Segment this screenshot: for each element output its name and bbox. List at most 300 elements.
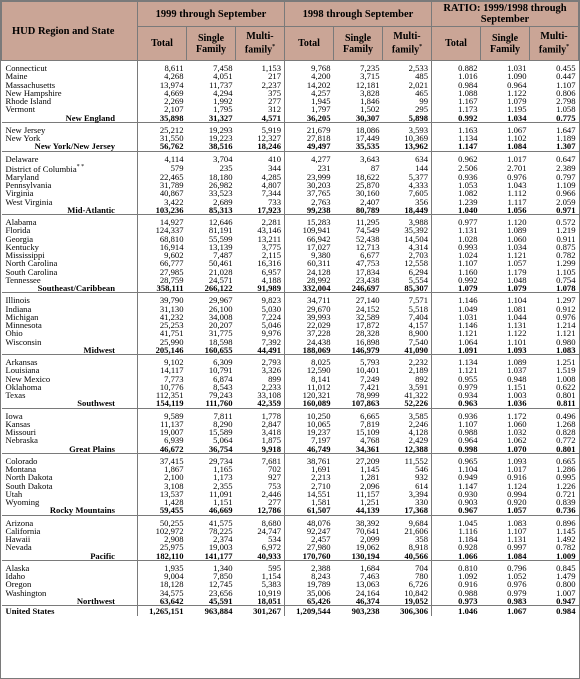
row-label: Nevada: [2, 543, 138, 551]
table-cell: 5,793: [360, 357, 380, 368]
table-cell: 4,200: [311, 71, 331, 82]
row-label: Pacific: [2, 552, 138, 561]
table-cell: 1.107: [458, 418, 478, 429]
table-cell: 0.962: [458, 153, 478, 164]
table-cell: 24,747: [236, 527, 285, 535]
table-cell: 5,554: [383, 276, 432, 284]
table-cell: 1,778: [236, 408, 285, 420]
table-cell: 2,763: [311, 196, 331, 207]
table-cell: 16,316: [236, 259, 285, 267]
table-cell: 3,704: [213, 153, 233, 164]
table-cell: 7,458: [213, 63, 233, 73]
table-cell: 546: [383, 465, 432, 473]
row-label: Kentucky: [2, 243, 138, 251]
table-cell: 1.028: [458, 233, 478, 244]
table-cell: 11,552: [383, 453, 432, 465]
table-cell: 7,224: [236, 313, 285, 321]
table-cell: 0.455: [556, 63, 576, 73]
table-cell: 1.167: [458, 96, 478, 106]
table-cell: 4,768: [360, 435, 380, 446]
table-cell: 1.060: [507, 233, 527, 244]
table-cell: 24,164: [355, 587, 380, 598]
table-cell: 46,672: [138, 445, 187, 454]
table-cell: 1.189: [556, 133, 576, 143]
table-cell: 112,351: [155, 390, 184, 401]
table-cell: 1.492: [556, 534, 576, 545]
subcolumn-header: Multi-family*: [383, 27, 432, 61]
table-cell: 12,646: [208, 217, 233, 228]
table-cell: 34,361: [334, 445, 383, 454]
table-cell: 0.992: [458, 274, 478, 285]
table-cell: 46,374: [334, 597, 383, 606]
row-label: New Hampshire: [2, 89, 138, 97]
table-cell: 246,697: [334, 284, 383, 293]
table-cell: 12,745: [208, 579, 233, 590]
table-cell: 1.034: [481, 114, 530, 123]
row-label: United States: [2, 606, 138, 617]
table-cell: 1.045: [458, 517, 478, 528]
row-label: Ohio: [2, 329, 138, 337]
table-cell: 1.093: [507, 455, 527, 466]
table-cell: 8,290: [213, 418, 233, 429]
state-row: [2, 61, 579, 73]
row-label: Vermont: [2, 105, 138, 113]
table-cell: 4,128: [383, 428, 432, 436]
table-cell: 13,139: [208, 241, 233, 252]
table-cell: 0.912: [556, 303, 576, 314]
table-cell: 2,355: [213, 480, 233, 491]
table-cell: 8,543: [213, 381, 233, 392]
table-cell: 2,233: [236, 383, 285, 391]
table-cell: 0.903: [458, 497, 478, 508]
table-cell: 1.016: [458, 71, 478, 82]
row-label: Hawaii: [2, 535, 138, 543]
table-cell: 59,455: [138, 506, 187, 515]
table-cell: 1.093: [481, 346, 530, 355]
table-cell: 375: [236, 89, 285, 97]
table-cell: 85,307: [383, 284, 432, 293]
table-cell: 1.107: [556, 79, 576, 90]
table-cell: 11,012: [307, 381, 331, 392]
table-cell: 0.995: [556, 472, 576, 483]
table-cell: 19,293: [208, 124, 233, 135]
table-cell: 91,989: [236, 284, 285, 293]
table-cell: 66,777: [159, 258, 184, 269]
table-cell: 99: [383, 97, 432, 105]
region-total-row: [2, 445, 579, 454]
row-label: Virginia: [2, 189, 138, 197]
table-cell: 0.993: [458, 241, 478, 252]
footnote-mark: *: [272, 44, 276, 51]
state-row: [2, 329, 579, 337]
table-cell: 8,918: [383, 543, 432, 551]
table-cell: 2.059: [556, 196, 576, 207]
table-cell: 1.062: [507, 435, 527, 446]
table-cell: 55,599: [208, 233, 233, 244]
table-cell: 6,874: [213, 373, 233, 384]
table-cell: 19,003: [208, 542, 233, 553]
table-cell: 17,834: [355, 266, 380, 277]
state-row: [2, 355, 579, 367]
table-cell: 1.043: [507, 180, 527, 191]
table-cell: 0.828: [556, 427, 576, 438]
table-cell: 1.090: [507, 71, 527, 82]
table-cell: 2,100: [164, 472, 184, 483]
table-cell: 6,972: [236, 543, 285, 551]
table-cell: 11,157: [356, 488, 380, 499]
row-label: North Dakota: [2, 473, 138, 481]
table-cell: 7,197: [311, 435, 331, 446]
table-cell: 2,237: [236, 81, 285, 89]
region-total-row: [2, 399, 579, 408]
table-cell: 0.967: [432, 506, 481, 515]
row-label: Connecticut: [2, 61, 138, 73]
state-row: [2, 173, 579, 181]
table-cell: 1.219: [556, 225, 576, 236]
state-row: [2, 465, 579, 473]
row-label: Oregon: [2, 580, 138, 588]
table-cell: 0.845: [556, 562, 576, 573]
table-cell: 60,311: [307, 258, 331, 269]
state-row: [2, 81, 579, 89]
region-total-row: [2, 506, 579, 515]
table-cell: 1.081: [507, 303, 527, 314]
table-cell: 205,146: [138, 346, 187, 355]
table-cell: 0.964: [507, 79, 527, 90]
state-row: [2, 215, 579, 227]
footnote-mark: *: [419, 44, 423, 51]
table-cell: 25,253: [159, 320, 184, 331]
table-cell: 99,238: [285, 206, 334, 215]
state-row: [2, 313, 579, 321]
state-row: [2, 515, 579, 527]
table-cell: 1.034: [507, 241, 527, 252]
table-cell: 2.798: [556, 96, 576, 106]
table-cell: 3,326: [236, 366, 285, 374]
table-cell: 0.875: [556, 241, 576, 252]
table-cell: 2.701: [507, 162, 527, 173]
table-cell: 1.107: [458, 258, 478, 269]
row-label: Delaware: [2, 151, 138, 163]
state-row: [2, 560, 579, 572]
table-cell: 48,076: [306, 517, 331, 528]
table-cell: 903,238: [334, 606, 383, 617]
table-cell: 1.145: [556, 525, 576, 536]
row-label: Texas: [2, 391, 138, 399]
state-row: [2, 428, 579, 436]
table-cell: 26,982: [208, 180, 233, 191]
table-cell: 25,212: [159, 124, 184, 135]
row-label: Minnesota: [2, 321, 138, 329]
table-cell: 111,760: [187, 399, 236, 408]
table-cell: 11,295: [356, 217, 380, 228]
table-cell: 18,086: [355, 124, 380, 135]
table-cell: 1.184: [458, 534, 478, 545]
table-cell: 1.121: [507, 250, 527, 261]
table-cell: 28,759: [159, 274, 184, 285]
row-label: District of Columbia* *: [2, 163, 138, 173]
table-cell: 27,140: [355, 295, 380, 306]
table-cell: 0.949: [458, 472, 478, 483]
table-cell: 18,128: [159, 579, 184, 590]
row-label: Rocky Mountains: [2, 506, 138, 515]
row-label: Utah: [2, 490, 138, 498]
table-cell: 24,571: [208, 274, 233, 285]
table-cell: 1.079: [432, 284, 481, 293]
table-cell: 44,491: [236, 346, 285, 355]
row-label: Idaho: [2, 572, 138, 580]
table-cell: 5,030: [236, 305, 285, 313]
table-cell: 16,914: [159, 241, 184, 252]
table-cell: 68,810: [159, 233, 184, 244]
row-label: Massachusetts: [2, 81, 138, 89]
state-row: [2, 375, 579, 383]
table-cell: 1,428: [164, 497, 184, 508]
table-cell: 18,622: [355, 171, 380, 182]
state-row: [2, 473, 579, 481]
table-cell: 6,309: [213, 357, 233, 368]
table-cell: 358,111: [138, 284, 187, 293]
table-cell: 1.131: [507, 534, 527, 545]
table-cell: 5,064: [213, 435, 233, 446]
table-cell: 4,333: [383, 181, 432, 189]
table-cell: 1.146: [458, 320, 478, 331]
table-cell: 109,941: [302, 225, 331, 236]
table-cell: 1,154: [236, 572, 285, 580]
table-cell: 24,128: [306, 266, 331, 277]
table-cell: 0.797: [556, 171, 576, 182]
table-cell: 1.082: [458, 188, 478, 199]
row-label: Washington: [2, 589, 138, 597]
table-cell: 0.979: [507, 587, 527, 598]
table-cell: 0.980: [556, 336, 576, 347]
table-cell: 38,392: [355, 517, 380, 528]
table-cell: 1.057: [481, 506, 530, 515]
table-cell: 38,761: [306, 455, 331, 466]
table-cell: 13,211: [236, 235, 285, 243]
table-cell: 2,533: [383, 61, 432, 73]
table-cell: 15,109: [355, 427, 380, 438]
table-cell: 14,117: [160, 365, 184, 376]
row-label: New England: [2, 114, 138, 123]
table-cell: 4,157: [383, 321, 432, 329]
region-total-row: [2, 284, 579, 293]
table-cell: 1.037: [507, 365, 527, 376]
state-row: [2, 259, 579, 267]
table-cell: 1.122: [507, 87, 527, 98]
table-cell: 36,754: [187, 445, 236, 454]
footnote-mark: * *: [76, 163, 85, 170]
table-cell: 10,369: [383, 134, 432, 142]
table-cell: 1.060: [507, 418, 527, 429]
state-row: [2, 122, 579, 134]
table-cell: 11,137: [160, 418, 184, 429]
table-cell: 1,251: [360, 497, 380, 508]
subcolumn-header: Multi-family*: [236, 27, 285, 61]
table-cell: 7,850: [213, 571, 233, 582]
table-cell: 704: [383, 560, 432, 572]
table-cell: 17,923: [236, 206, 285, 215]
table-cell: 14,504: [383, 235, 432, 243]
table-cell: 3,108: [164, 480, 184, 491]
table-cell: 29,967: [208, 295, 233, 306]
table-cell: 9,918: [236, 445, 285, 454]
table-cell: 52,226: [383, 399, 432, 408]
table-cell: 34,575: [159, 587, 184, 598]
table-cell: 92,247: [306, 525, 331, 536]
table-cell: 1.031: [458, 311, 478, 322]
table-cell: 1.105: [556, 266, 576, 277]
row-label: Alabama: [2, 215, 138, 227]
table-cell: 35,898: [138, 114, 187, 123]
subcolumn-header: Single Family: [481, 27, 530, 61]
table-cell: 17,368: [383, 506, 432, 515]
table-cell: 5,383: [236, 580, 285, 588]
table-cell: 0.936: [458, 410, 478, 421]
table-cell: 41,575: [208, 517, 233, 528]
table-cell: 0.964: [458, 435, 478, 446]
table-cell: 1.079: [507, 96, 527, 106]
table-cell: 0.997: [507, 542, 527, 553]
table-cell: 266,122: [187, 284, 236, 293]
table-cell: 1.226: [556, 480, 576, 491]
table-cell: 927: [236, 473, 285, 481]
table-cell: 1,340: [213, 562, 233, 573]
row-label: Mid-Atlantic: [2, 206, 138, 215]
table-cell: 66,942: [306, 233, 331, 244]
table-cell: 8,680: [236, 515, 285, 527]
table-cell: 1.117: [507, 196, 527, 207]
table-cell: 1.251: [556, 357, 576, 368]
table-cell: 277: [236, 97, 285, 105]
table-cell: 1.017: [507, 153, 527, 164]
table-cell: 0.930: [458, 488, 478, 499]
row-label: Rhode Island: [2, 97, 138, 105]
table-cell: 1.078: [530, 284, 579, 293]
table-cell: 26,100: [208, 303, 233, 314]
table-cell: 12,713: [355, 241, 380, 252]
row-label: Indiana: [2, 305, 138, 313]
table-cell: 1,173: [213, 472, 233, 483]
table-cell: 2,407: [360, 196, 380, 207]
state-row: [2, 72, 579, 80]
table-cell: 1.046: [432, 606, 481, 617]
table-cell: 18,449: [383, 206, 432, 215]
row-label: Arizona: [2, 515, 138, 527]
table-cell: 1.064: [458, 336, 478, 347]
row-label: Mississippi: [2, 251, 138, 259]
row-label: Montana: [2, 465, 138, 473]
table-cell: 21,679: [306, 124, 331, 135]
row-label: Wyoming: [2, 498, 138, 506]
table-cell: 3,828: [360, 87, 380, 98]
table-cell: 50,461: [208, 258, 233, 269]
row-label: Illinois: [2, 293, 138, 305]
table-cell: 7,392: [236, 338, 285, 346]
table-cell: 1.179: [507, 266, 527, 277]
table-cell: 1,145: [360, 464, 380, 475]
state-row: [2, 420, 579, 428]
table-cell: 27,818: [306, 133, 331, 143]
table-cell: 1.070: [481, 445, 530, 454]
table-cell: 7,404: [383, 313, 432, 321]
table-cell: 1,691: [311, 464, 331, 475]
table-cell: 41,232: [159, 311, 184, 322]
row-label: Georgia: [2, 235, 138, 243]
table-cell: 7,811: [213, 410, 233, 421]
table-cell: 0.984: [530, 606, 579, 617]
table-cell: 892: [383, 375, 432, 383]
table-cell: 0.971: [530, 206, 579, 215]
subcolumn-header: Total: [285, 27, 334, 61]
table-cell: 19,237: [306, 427, 331, 438]
table-cell: 1.297: [556, 295, 576, 306]
table-cell: 17,872: [355, 320, 380, 331]
table-cell: 37,765: [306, 188, 331, 199]
table-cell: 1,935: [164, 562, 184, 573]
table-cell: 312: [236, 105, 285, 113]
table-cell: 80,789: [334, 206, 383, 215]
table-cell: 10,065: [306, 418, 331, 429]
table-cell: 5,919: [236, 122, 285, 134]
table-cell: 8,141: [311, 373, 331, 384]
table-cell: 17,027: [306, 241, 331, 252]
table-cell: 3,585: [383, 408, 432, 420]
state-row: [2, 251, 579, 259]
table-cell: 0.736: [530, 506, 579, 515]
table-cell: 1.109: [556, 180, 576, 191]
table-cell: 1.160: [458, 266, 478, 277]
table-cell: 18,051: [236, 597, 285, 606]
table-cell: 0.983: [481, 597, 530, 606]
row-label: Florida: [2, 226, 138, 234]
table-cell: 1.173: [458, 104, 478, 115]
table-cell: 34,711: [307, 295, 331, 306]
table-cell: 3,643: [360, 153, 380, 164]
state-row: [2, 453, 579, 465]
table-cell: 0.976: [556, 311, 576, 322]
table-cell: 733: [236, 198, 285, 206]
table-cell: 46,749: [285, 445, 334, 454]
table-cell: 3,422: [164, 196, 184, 207]
table-cell: 7,773: [164, 373, 184, 384]
table-cell: 410: [236, 151, 285, 163]
table-cell: 7,605: [383, 189, 432, 197]
table-cell: 1,867: [164, 464, 184, 475]
table-cell: 2,446: [236, 490, 285, 498]
table-cell: 1.131: [458, 225, 478, 236]
permits-by-region-table: [1, 1, 579, 616]
table-cell: 1.049: [458, 303, 478, 314]
table-cell: 2,847: [236, 420, 285, 428]
table-cell: 41,090: [383, 346, 432, 355]
table-cell: 1.091: [432, 346, 481, 355]
table-cell: 0.955: [458, 373, 478, 384]
table-cell: 0.811: [530, 399, 579, 408]
table-cell: 33,108: [236, 391, 285, 399]
table-cell: 12,327: [236, 134, 285, 142]
region-state-header: HUD Region and State: [2, 2, 138, 61]
table-cell: 107,863: [334, 399, 383, 408]
table-cell: 1.107: [507, 525, 527, 536]
table-cell: 1.040: [432, 206, 481, 215]
table-cell: 0.928: [458, 542, 478, 553]
table-cell: 1.066: [432, 552, 481, 561]
table-cell: 19,062: [355, 542, 380, 553]
table-cell: 1,945: [311, 96, 331, 106]
table-cell: 23,999: [306, 171, 331, 182]
table-cell: 25,990: [159, 336, 184, 347]
